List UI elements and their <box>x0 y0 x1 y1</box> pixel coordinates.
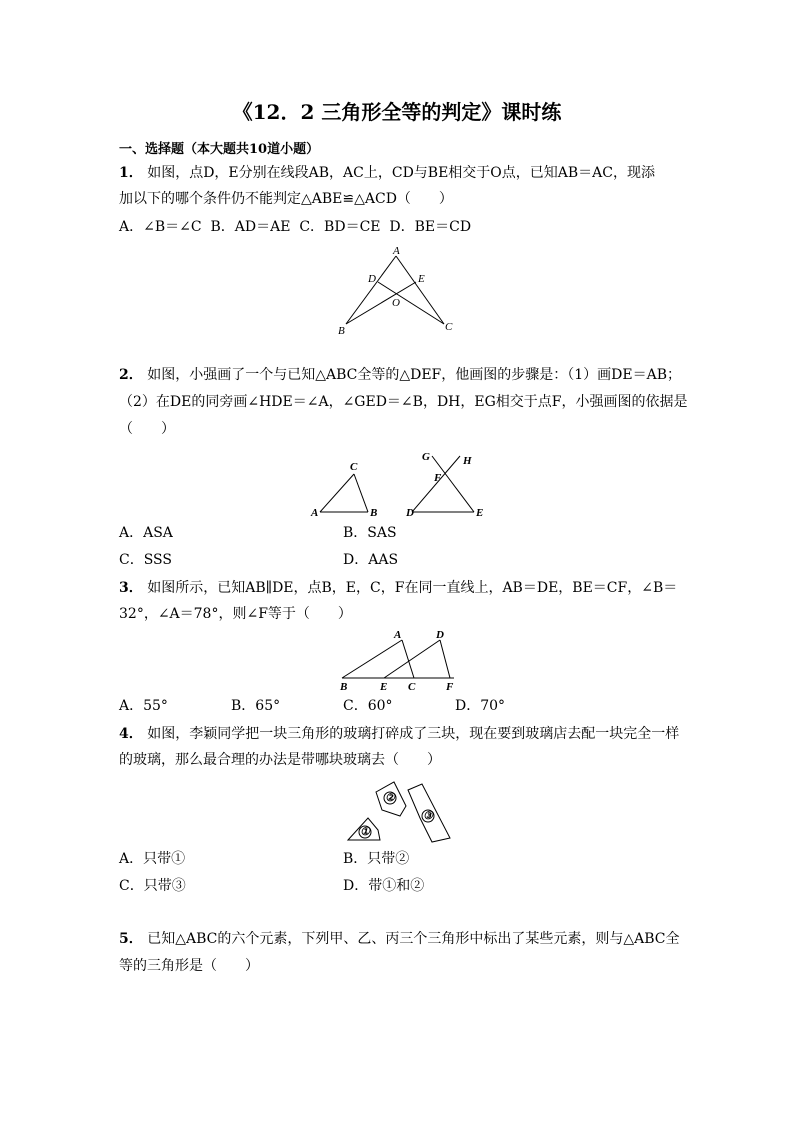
option-a[interactable]: A．只带① <box>119 851 186 867</box>
page-title: 《12．2 三角形全等的判定》课时练 <box>232 100 562 124</box>
question-3 <box>119 575 677 601</box>
option-b[interactable]: B．65° <box>231 698 281 714</box>
option-d[interactable]: D．70° <box>455 698 506 714</box>
fig3-label-e: E <box>380 681 388 693</box>
fig2-label-d: D <box>406 507 414 519</box>
fig1-label-d: D <box>368 273 376 285</box>
fig1-label-o: O <box>392 297 400 309</box>
question-1 <box>119 160 655 186</box>
fig1-label-c: C <box>445 321 453 333</box>
question-number: 3． <box>119 580 143 596</box>
option-c[interactable]: C．只带③ <box>119 878 186 894</box>
question-text-line: （ ） <box>119 421 175 437</box>
question-number: 4． <box>119 726 143 742</box>
option-b[interactable]: B．SAS <box>343 525 397 541</box>
question-text-line: 的玻璃，那么最合理的办法是带哪块玻璃去（ ） <box>119 752 441 768</box>
fig2-label-g: G <box>422 451 430 463</box>
fig2-label-a: A <box>311 507 319 519</box>
fig3-label-f: F <box>446 681 454 693</box>
fig2-label-e: E <box>476 507 484 519</box>
fig3-label-b: B <box>340 681 348 693</box>
question-text-line: 32°，∠A＝78°，则∠F等于（ ） <box>119 606 352 622</box>
fig4-piece-2-label: ② <box>385 792 395 804</box>
question-text: 已知△ABC的六个元素，下列甲、乙、丙三个三角形中标出了某些元素，则与△ABC全 <box>147 931 680 947</box>
fig2-label-h: H <box>463 455 472 467</box>
figure-2 <box>308 448 488 522</box>
fig1-label-a: A <box>393 245 400 257</box>
question-text: 如图，李颖同学把一块三角形的玻璃打碎成了三块，现在要到玻璃店去配一块完全一样 <box>147 726 680 742</box>
question-2 <box>119 362 681 388</box>
option-c[interactable]: C．BD＝CE <box>299 219 381 235</box>
option-b[interactable]: B．AD＝AE <box>210 219 291 235</box>
question-number: 2． <box>119 367 143 383</box>
question-text: 如图，点D，E分别在线段AB，AC上，CD与BE相交于O点，已知AB＝AC，现添 <box>147 165 656 181</box>
fig3-label-a: A <box>394 629 402 641</box>
fig2-label-c: C <box>350 461 358 473</box>
option-a[interactable]: A．ASA <box>119 525 173 541</box>
figure-3 <box>334 628 474 692</box>
option-a[interactable]: A．55° <box>119 698 168 714</box>
fig3-label-c: C <box>408 681 416 693</box>
figure-1 <box>330 242 470 338</box>
fig1-label-e: E <box>418 273 425 285</box>
question-text-line: 等的三角形是（ ） <box>119 958 259 974</box>
question-text: 如图所示，已知AB∥DE，点B，E，C，F在同一直线上，AB＝DE，BE＝CF，∠B＝ <box>147 580 678 596</box>
option-d[interactable]: D．AAS <box>343 552 399 568</box>
option-a[interactable]: A．∠B＝∠C <box>119 219 202 235</box>
question-number: 5． <box>119 931 143 947</box>
fig3-label-d: D <box>436 629 444 641</box>
option-c[interactable]: C．60° <box>343 698 393 714</box>
options-row <box>119 214 471 240</box>
fig4-piece-3-label: ③ <box>423 810 433 822</box>
question-4 <box>119 721 679 747</box>
fig4-piece-1-label: ① <box>360 826 370 838</box>
section-heading: 一、选择题（本大题共10道小题） <box>119 142 320 157</box>
question-number: 1． <box>119 165 143 181</box>
fig2-label-f: F <box>434 472 442 484</box>
fig2-label-b: B <box>370 507 378 519</box>
question-text-line: （2）在DE的同旁画∠HDE＝∠A，∠GED＝∠B，DH，EG相交于点F，小强画图的依据是 <box>119 394 688 410</box>
option-b[interactable]: B．只带② <box>343 851 410 867</box>
fig1-label-b: B <box>338 325 345 337</box>
option-d[interactable]: D．BE＝CD <box>389 219 472 235</box>
option-d[interactable]: D．带①和② <box>343 878 425 894</box>
question-text: 如图，小强画了一个与已知△ABC全等的△DEF，他画图的步骤是：（1）画DE＝AB； <box>147 367 682 383</box>
option-c[interactable]: C．SSS <box>119 552 172 568</box>
question-text-line: 加以下的哪个条件仍不能判定△ABE≌△ACD（ ） <box>119 191 453 207</box>
question-5 <box>119 926 679 952</box>
figure-4 <box>340 778 460 844</box>
